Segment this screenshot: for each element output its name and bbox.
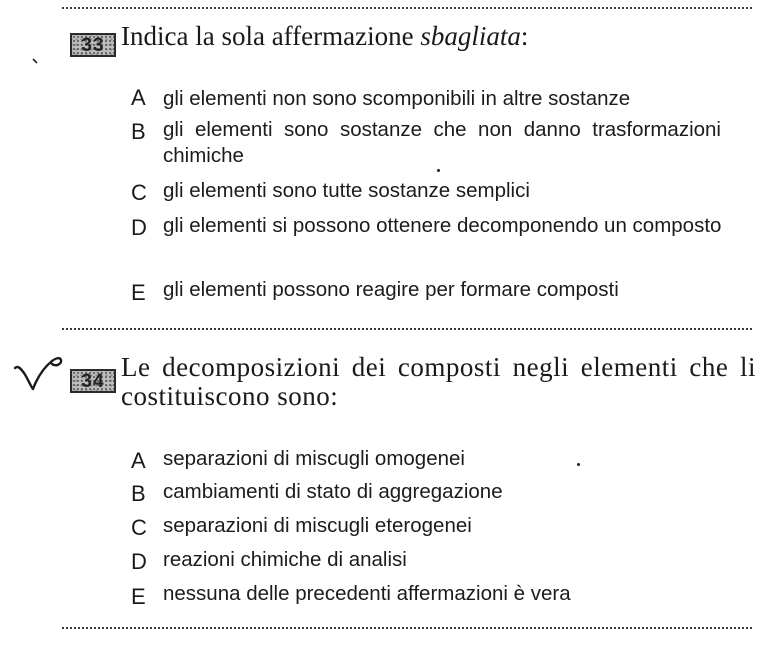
question-number-badge: 33 — [70, 33, 116, 57]
stray-pen-mark-icon — [32, 58, 38, 64]
ink-speck — [577, 463, 580, 466]
dotted-divider-middle — [62, 328, 752, 330]
option-letter: B — [131, 119, 146, 144]
option-letter: B — [131, 481, 146, 506]
option-letter: A — [131, 448, 146, 473]
option-text: gli elementi sono tutte sostanze semplici — [163, 179, 530, 202]
prompt-suffix: : — [520, 21, 529, 51]
option-text: gli elementi possono reagire per formare composti — [163, 278, 619, 301]
option-letter: E — [131, 280, 146, 305]
option-text: separazioni di miscugli eterogenei — [163, 514, 472, 537]
prompt-emphasis: sbagliata — [420, 21, 521, 51]
option-letter: D — [131, 549, 147, 574]
dotted-divider-top — [62, 7, 752, 9]
dotted-divider-bottom — [62, 627, 752, 629]
option-text: cambiamenti di stato di aggregazione — [163, 480, 503, 503]
option-text: nessuna delle precedenti affermazioni è vera — [163, 582, 571, 605]
check-mark-icon — [12, 355, 64, 395]
option-letter: C — [131, 180, 147, 205]
question-prompt — [121, 22, 756, 51]
option-letter: A — [131, 85, 146, 110]
option-text: gli elementi sono sostanze che non danno trasformazioni chimiche — [163, 118, 721, 167]
option-letter: C — [131, 515, 147, 540]
option-text: reazioni chimiche di analisi — [163, 548, 407, 571]
option-text: gli elementi non sono scomponibili in altre sostanze — [163, 87, 631, 110]
option-text: separazioni di miscugli omogenei — [163, 447, 465, 470]
question-number-badge: 34 — [70, 369, 116, 393]
option-letter: D — [131, 215, 147, 240]
prompt-prefix: Indica la sola affermazione — [121, 21, 421, 51]
option-letter: E — [131, 584, 146, 609]
option-text: gli elementi si possono ottenere decomponendo un composto — [163, 214, 722, 237]
ink-speck — [437, 169, 440, 172]
question-prompt: Le decomposizioni dei composti negli elementi che li costituiscono sono: — [121, 352, 756, 411]
